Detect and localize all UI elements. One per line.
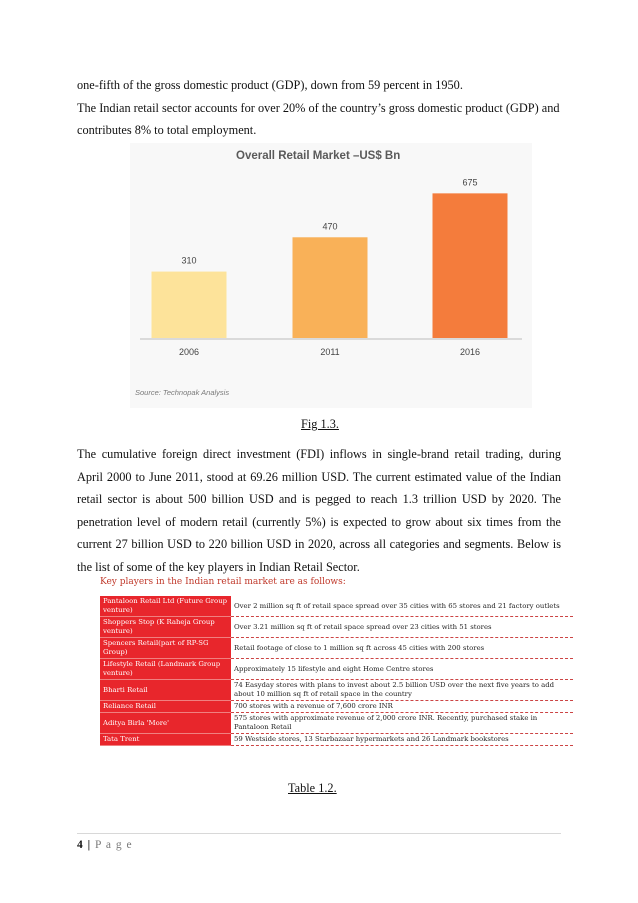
key-player-row <box>100 713 573 734</box>
key-player-description: 74 Easyday stores with plans to invest about 2.5 billion USD over the next five years to add about 10 million sq ft of retail space in the country <box>231 680 573 701</box>
key-player-name: Spencers Retail(part of RP-SG Group) <box>100 638 231 659</box>
page-label: P a g e <box>95 839 133 851</box>
key-player-name: Aditya Birla 'More' <box>100 713 231 734</box>
key-player-row <box>100 680 573 701</box>
x-tick-label: 2016 <box>459 347 481 357</box>
intro-paragraph <box>77 74 561 142</box>
key-player-row <box>100 638 573 659</box>
bar-value-label: 675 <box>462 177 478 188</box>
key-player-name: Shoppers Stop (K Raheja Group venture) <box>100 617 231 638</box>
bar-value-label: 470 <box>322 221 338 232</box>
bar-2006 <box>152 272 227 338</box>
bar-value-label: 310 <box>181 255 197 266</box>
chart-source: Source: Technopak Analysis <box>135 388 230 397</box>
page-footer <box>77 839 133 851</box>
key-player-description: 700 stores with a revenue of 7,600 crore INR <box>231 701 573 713</box>
figure-caption: Fig 1.3. <box>301 417 339 431</box>
retail-market-chart <box>130 143 532 408</box>
x-tick-label: 2011 <box>320 347 340 357</box>
key-player-name: Reliance Retail <box>100 701 231 713</box>
key-player-description: 59 Westside stores, 13 Starbazaar hypermarkets and 26 Landmark bookstores <box>231 734 573 746</box>
key-player-description: Over 3.21 million sq ft of retail space spread over 23 cities with 51 stores <box>231 617 573 638</box>
key-player-description: 575 stores with approximate revenue of 2,000 crore INR. Recently, purchased stake in Pantaloon Retail <box>231 713 573 734</box>
bar-2016 <box>433 193 508 338</box>
key-player-name: Tata Trent <box>100 734 231 746</box>
key-player-name: Lifestyle Retail (Landmark Group venture) <box>100 659 231 680</box>
key-player-name: Pantaloon Retail Ltd (Future Group venture) <box>100 596 231 617</box>
chart-title: Overall Retail Market –US$ Bn <box>236 150 401 162</box>
table-caption: Table 1.2. <box>288 781 337 795</box>
chart-canvas <box>130 143 532 408</box>
x-tick-label: 2006 <box>178 347 200 357</box>
key-player-name: Bharti Retail <box>100 680 231 701</box>
key-player-row <box>100 659 573 680</box>
key-player-description: Approximately 15 lifestyle and eight Home Centre stores <box>231 659 573 680</box>
key-player-description: Retail footage of close to 1 million sq ft across 45 cities with 200 stores <box>231 638 573 659</box>
footer-separator: | <box>87 839 92 851</box>
footer-divider <box>77 833 561 834</box>
intro-line: one-fifth of the gross domestic product (GDP), down from 59 percent in 1950. <box>77 78 463 92</box>
key-player-description: Over 2 million sq ft of retail space spread over 35 cities with 65 stores and 21 factory outlets <box>231 596 573 617</box>
fdi-paragraph: The cumulative foreign direct investment (FDI) inflows in single-brand retail trading, during April 2000 to June 2011, stood at 69.26 million USD. The current estimated value of the Indian retail sector is about 500 billion USD and is pegged to reach 1.3 trillion USD by 2020. The penetration level of modern retail (currently 5%) is expected to grow about six times from the current 27 billion USD to 220 billion USD in 2020, across all categories and segments. Below is the list of some of the key players in Indian Retail Sector. <box>77 447 561 574</box>
key-players-heading: Key players in the Indian retail market are as follows: <box>100 577 346 587</box>
key-player-row <box>100 701 573 713</box>
bar-2011 <box>293 237 368 338</box>
key-player-row <box>100 596 573 617</box>
key-players-table <box>100 596 573 746</box>
key-player-row <box>100 617 573 638</box>
key-player-row <box>100 734 573 746</box>
intro-text: The Indian retail sector accounts for over 20% of the country’s gross domestic product (GDP) and contributes 8% to total employment. <box>77 100 560 138</box>
page-number: 4 <box>77 839 84 851</box>
